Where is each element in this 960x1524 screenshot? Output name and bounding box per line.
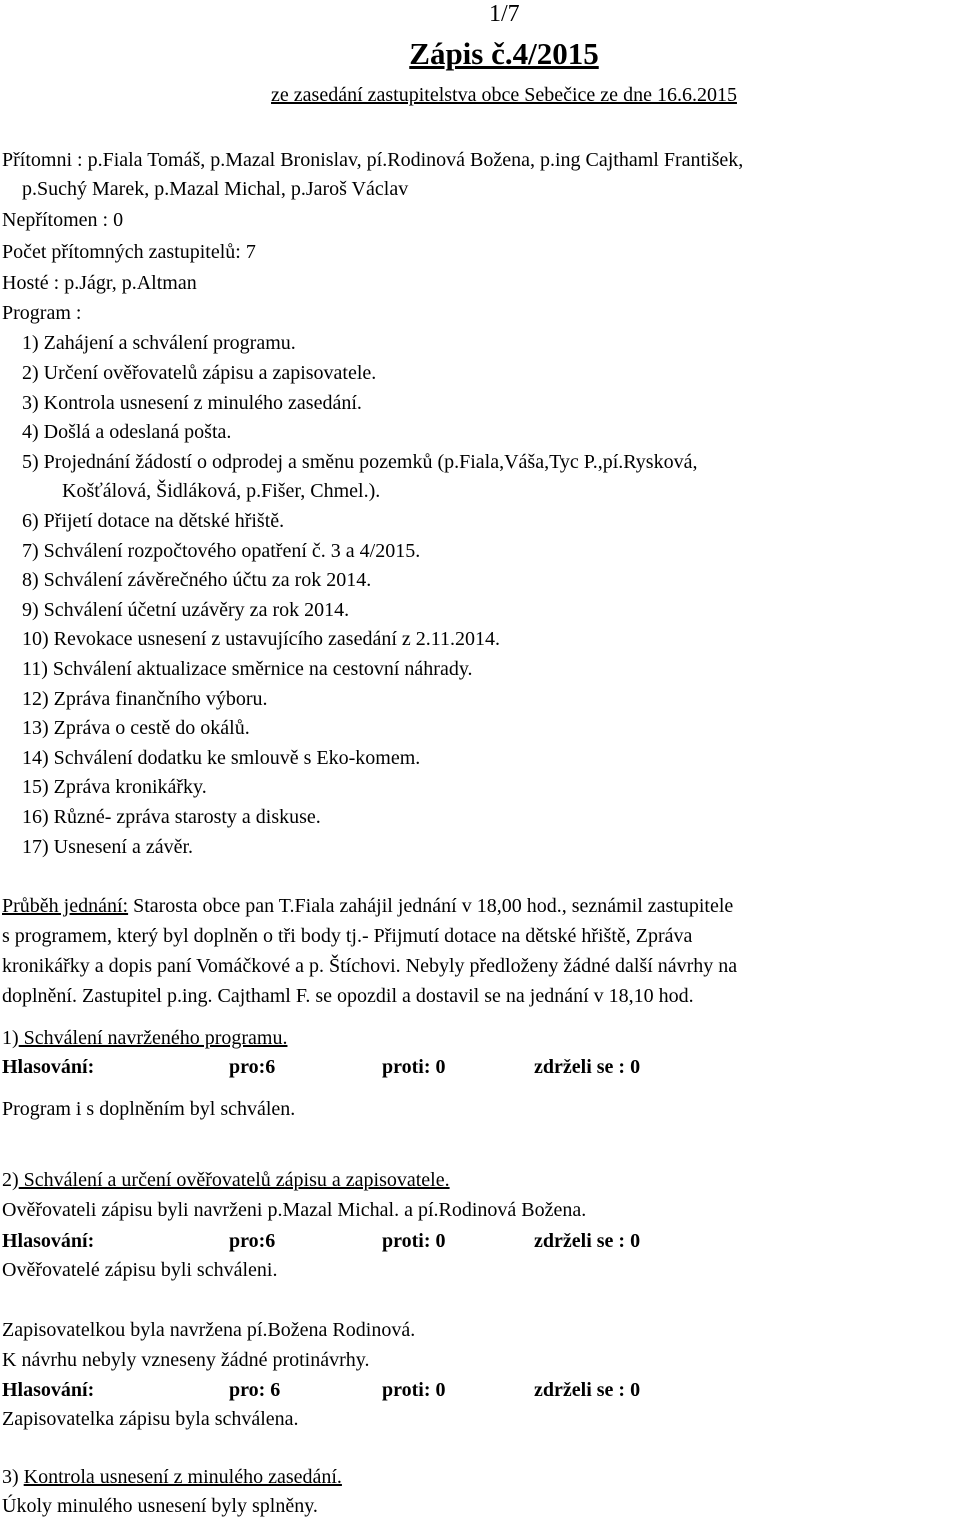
present-count-line: Počet přítomných zastupitelů: 7: [2, 241, 256, 263]
vote-pro: pro:6: [229, 1230, 276, 1252]
vote-abstain: zdrželi se : 0: [534, 1379, 641, 1401]
program-item: 17) Usnesení a závěr.: [22, 836, 194, 858]
section-3-heading: [2, 1467, 342, 1487]
proceedings-label: Průběh jednání:: [2, 895, 129, 917]
vote-proti: proti: 0: [382, 1230, 446, 1252]
vote-proti: proti: 0: [382, 1379, 446, 1401]
document-subtitle: ze zasedání zastupitelstva obce Sebečice ze dne 16.6.2015: [271, 84, 737, 106]
program-item: 15) Zpráva kronikářky.: [22, 776, 207, 798]
program-item: 14) Schválení dodatku ke smlouvě s Eko-komem.: [22, 747, 421, 769]
program-item: 13) Zpráva o cestě do okálů.: [22, 717, 250, 739]
section-3-title: Kontrola usnesení z minulého zasedání.: [23, 1466, 342, 1488]
section-3-number: 3): [2, 1466, 24, 1488]
vote-abstain: zdrželi se : 0: [534, 1230, 641, 1252]
program-item: 2) Určení ověřovatelů zápisu a zapisovatele.: [22, 362, 377, 384]
vote-label: Hlasování:: [2, 1230, 95, 1252]
vote-pro: pro: 6: [229, 1379, 281, 1401]
no-counter-proposals: K návrhu nebyly vzneseny žádné protinávrhy.: [2, 1349, 370, 1371]
vote-label: Hlasování:: [2, 1379, 95, 1401]
program-item: 1) Zahájení a schválení programu.: [22, 332, 296, 354]
section-3-result: Úkoly minulého usnesení byly splněny.: [2, 1495, 318, 1517]
section-1-number: 1): [2, 1027, 19, 1049]
section-2-number: 2): [2, 1169, 19, 1191]
proceedings-text: Starosta obce pan T.Fiala zahájil jednání v 18,00 hod., seznámil zastupitele: [128, 895, 734, 917]
program-item: 9) Schválení účetní uzávěry za rok 2014.: [22, 599, 350, 621]
program-label: Program :: [2, 302, 82, 324]
vote-pro: pro:6: [229, 1056, 276, 1078]
section-2-title: Schválení a určení ověřovatelů zápisu a zapisovatele.: [18, 1169, 450, 1191]
program-item: 5) Projednání žádostí o odprodej a směnu pozemků (p.Fiala,Váša,Tyc P.,pí.Rysková,: [22, 451, 698, 473]
verifiers-proposed: Ověřovateli zápisu byli navrženi p.Mazal Michal. a pí.Rodinová Božena.: [2, 1199, 587, 1221]
recorder-proposed: Zapisovatelkou byla navržena pí.Božena Rodinová.: [2, 1319, 416, 1341]
guests-line: Hosté : p.Jágr, p.Altman: [2, 272, 197, 294]
vote-proti: proti: 0: [382, 1056, 446, 1078]
document-title: Zápis č.4/2015: [409, 36, 599, 71]
verifiers-result: Ověřovatelé zápisu byli schváleni.: [2, 1259, 278, 1281]
program-item: 12) Zpráva finančního výboru.: [22, 688, 268, 710]
proceedings-line-2: s programem, který byl doplněn o tři body tj.- Přijmutí dotace na dětské hřiště, Zpráva: [2, 925, 693, 947]
program-item: 4) Došlá a odeslaná pošta.: [22, 421, 232, 443]
page-number: 1/7: [489, 1, 520, 27]
program-item: 6) Přijetí dotace na dětské hřiště.: [22, 510, 285, 532]
section-1-title: Schválení navrženého programu.: [18, 1027, 288, 1049]
program-item: 3) Kontrola usnesení z minulého zasedání.: [22, 392, 362, 414]
section-1-heading: [2, 1028, 287, 1048]
program-item: 7) Schválení rozpočtového opatření č. 3 a 4/2015.: [22, 540, 421, 562]
program-item: 10) Revokace usnesení z ustavujícího zasedání z 2.11.2014.: [22, 628, 501, 650]
vote-abstain: zdrželi se : 0: [534, 1056, 641, 1078]
absent-line: Nepřítomen : 0: [2, 209, 124, 231]
recorder-result: Zapisovatelka zápisu byla schválena.: [2, 1408, 299, 1430]
present-line-1: Přítomni : p.Fiala Tomáš, p.Mazal Bronislav, pí.Rodinová Božena, p.ing Cajthaml František,: [2, 149, 744, 171]
vote-label: Hlasování:: [2, 1056, 95, 1078]
program-item: 8) Schválení závěrečného účtu za rok 2014.: [22, 569, 372, 591]
program-item: 11) Schválení aktualizace směrnice na cestovní náhrady.: [22, 658, 473, 680]
section-1-result: Program i s doplněním byl schválen.: [2, 1098, 296, 1120]
present-line-2: p.Suchý Marek, p.Mazal Michal, p.Jaroš Václav: [22, 178, 409, 200]
proceedings-line-1: [2, 896, 733, 916]
proceedings-line-3: kronikářky a dopis paní Vomáčkové a p. Štíchovi. Nebyly předloženy žádné další návrhy na: [2, 955, 738, 977]
section-2-heading: [2, 1170, 450, 1190]
proceedings-line-4: doplnění. Zastupitel p.ing. Cajthaml F. se opozdil a dostavil se na jednání v 18,10 hod.: [2, 985, 694, 1007]
program-item-continuation: Košťálová, Šidláková, p.Fišer, Chmel.).: [62, 480, 381, 502]
program-item: 16) Různé- zpráva starosty a diskuse.: [22, 806, 321, 828]
